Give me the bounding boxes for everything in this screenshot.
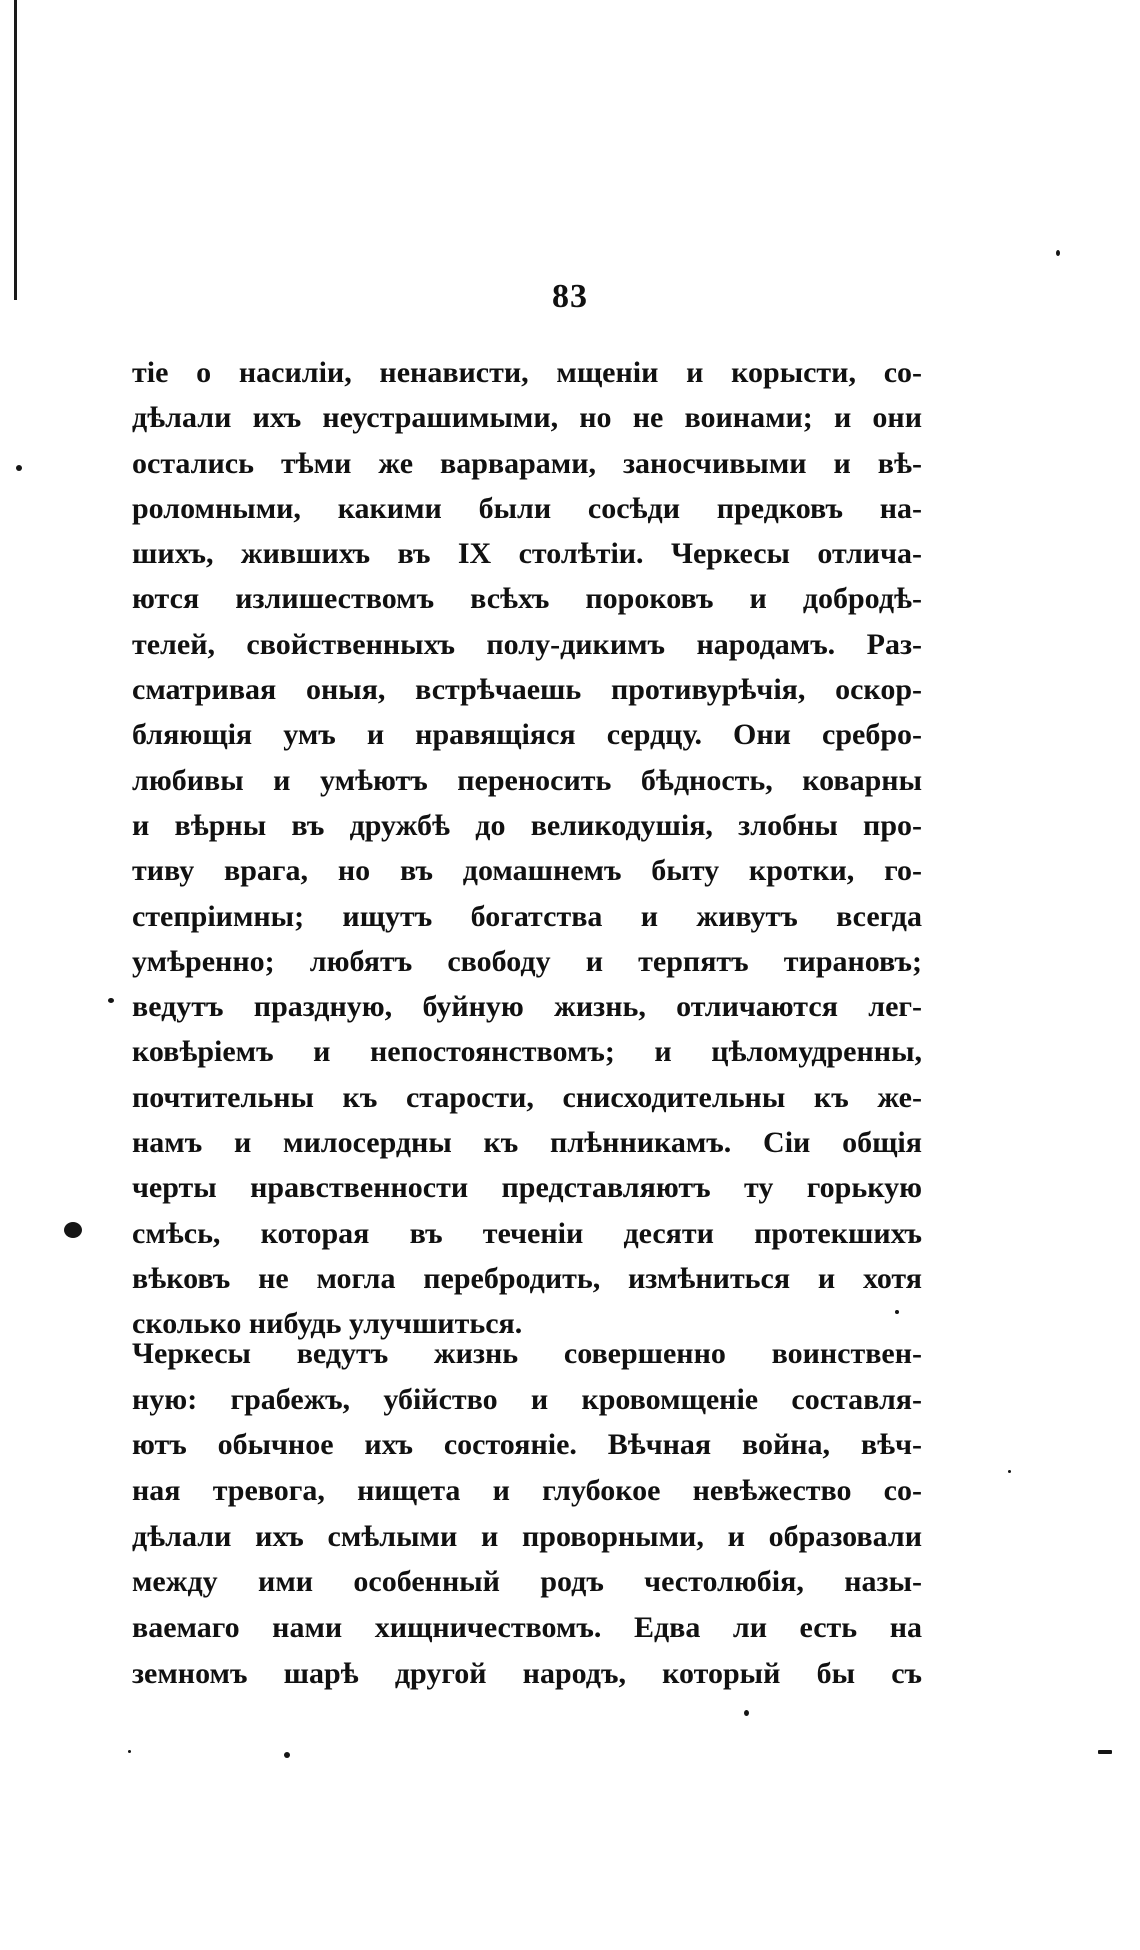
text-line: ются излишествомъ всѣхъ пороковъ и добродѣ- [132,582,922,616]
ink-speck [1056,250,1060,256]
text-line: почтительны къ старости, снисходительны къ же- [132,1080,922,1114]
ink-speck [1008,1470,1011,1473]
page-number: 83 [552,278,588,315]
ink-speck [16,465,22,471]
paragraph-1 [132,350,922,1347]
text-line: остались тѣми же варварами, заносчивыми и вѣ- [132,446,922,480]
text-line: умѣренно; любятъ свободу и терпятъ тирановъ; [132,944,922,978]
text-line: черты нравственности представляютъ ту горькую [132,1171,922,1205]
text-line: ную: грабежъ, убійство и кровомщеніе составля- [132,1382,922,1416]
text-line: между ими особенный родъ честолюбія, назы- [132,1565,922,1599]
text-line: ковѣріемъ и непостоянствомъ; и цѣломудренны, [132,1035,922,1069]
ink-speck [744,1710,749,1716]
text-line: ваемаго нами хищничествомъ. Едва ли есть на [132,1611,922,1645]
text-line: Черкесы ведутъ жизнь совершенно воинствен- [132,1337,922,1370]
text-line: намъ и милосердны къ плѣнникамъ. Сіи общія [132,1126,922,1160]
page-edge-rule [14,0,17,300]
text-line: бляющія умъ и нравящіяся сердцу. Они сребро- [132,718,922,752]
ink-speck [1098,1750,1112,1754]
text-line: ведутъ праздную, буйную жизнь, отличаются лег- [132,990,922,1024]
ink-speck [128,1750,131,1753]
ink-speck [108,998,114,1003]
text-line: роломными, какими были сосѣди предковъ на- [132,491,922,525]
ink-speck [895,1310,899,1314]
text-line: и вѣрны въ дружбѣ до великодушія, злобны про- [132,808,922,842]
text-line: тиву врага, но въ домашнемъ быту кротки, го- [132,854,922,888]
ink-speck [284,1752,290,1758]
text-line: телей, свойственныхъ полу-дикимъ народамъ. Раз- [132,627,922,661]
text-line: смѣсь, которая въ теченіи десяти протекшихъ [132,1216,922,1250]
text-line: тіе о насиліи, ненависти, мщеніи и корысти, со- [132,356,922,389]
text-line: любивы и умѣютъ переносить бѣдность, коварны [132,763,922,797]
text-line: ная тревога, нищета и глубокое невѣжество со- [132,1474,922,1508]
text-line: сколько нибудь улучшиться. [132,1307,523,1341]
paragraph-2 [132,1331,922,1697]
text-line: шихъ, жившихъ въ IX столѣтіи. Черкесы отлича- [132,537,922,571]
text-line: сматривая оныя, встрѣчаешь противурѣчія, оскор- [132,673,922,707]
text-line: вѣковъ не могла перебродить, измѣниться и хотя [132,1261,922,1295]
text-line: степріимны; ищутъ богатства и живутъ всегда [132,899,922,933]
text-line: ютъ обычное ихъ состояніе. Вѣчная война, вѣч- [132,1428,922,1462]
text-line: дѣлали ихъ неустрашимыми, но не воинами; и они [132,401,922,435]
text-line: дѣлали ихъ смѣлыми и проворными, и образовали [132,1519,922,1553]
text-line: земномъ шарѣ другой народъ, который бы съ [132,1656,922,1690]
ink-blot [64,1222,82,1238]
